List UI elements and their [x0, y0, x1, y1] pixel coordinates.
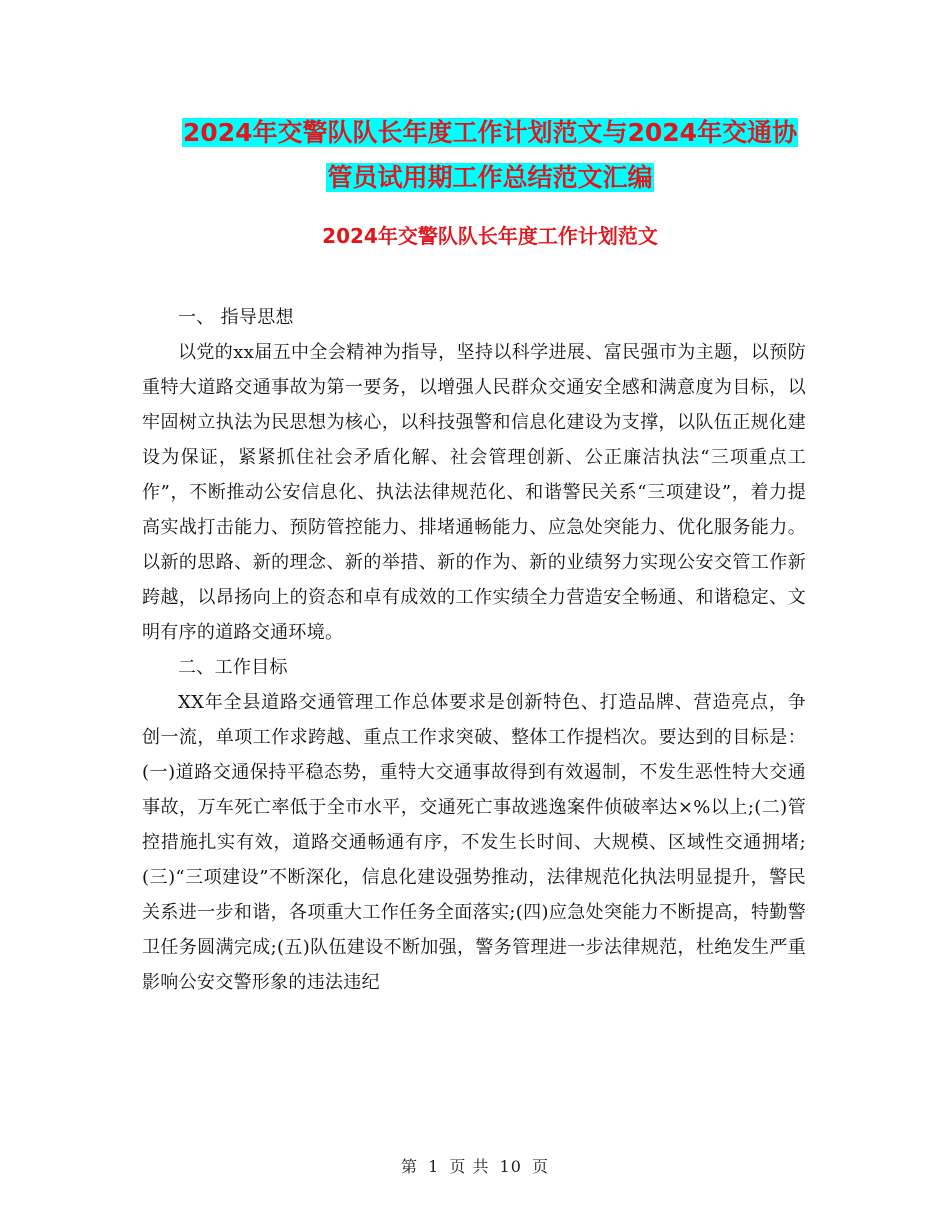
footer-mid: 页 共 [449, 1157, 490, 1176]
title-line-1: 2024年交警队队长年度工作计划范文与2024年交通协 [182, 118, 798, 147]
footer-suffix: 页 [532, 1157, 550, 1176]
section-title: 2024年交警队队长年度工作计划范文 [322, 224, 658, 248]
total-pages: 10 [499, 1157, 522, 1176]
heading-work-goals: 二、工作目标 [178, 657, 288, 678]
page-number: 1 [428, 1157, 440, 1176]
paragraph-guiding-ideology: 以党的xx届五中全会精神为指导，坚持以科学进展、富民强市为主题，以预防重特大道路交通事故为第一要务，以增强人民群众交通安全感和满意度为目标，以牢固树立执法为民思想为核心，以科技强警和信息化建设为支撑，以队伍正规化建设为保证，紧紧抓住社会矛盾化解、社会管理创新、公正廉洁执法“三项重点工作”，不断推动公安信息化、执法法律规范化、和谐警民关系“三项建设”，着力提高实战打击能力、预防管控能力、排堵通畅能力、应急处突能力、优化服务能力。以新的思路、新的理念、新的举措、新的作为、新的业绩努力实现公安交管工作新跨越，以昂扬向上的资态和卓有成效的工作实绩全力营造安全畅通、和谐稳定、文明有序的道路交通环境。 [142, 342, 806, 643]
document-title [140, 110, 840, 200]
heading-guiding-ideology: 一、 指导思想 [178, 307, 294, 328]
page-footer [0, 1154, 950, 1177]
paragraph-work-goals: XX年全县道路交通管理工作总体要求是创新特色、打造品牌、营造亮点，争创一流，单项工作求跨越、重点工作求突破、整体工作提档次。要达到的目标是：(一)道路交通保持平稳态势，重特大交通事故得到有效遏制，不发生恶性特大交通事故，万车死亡率低于全市水平，交通死亡事故逃逸案件侦破率达×%以上;(二)管控措施扎实有效，道路交通畅通有序，不发生长时间、大规模、区域性交通拥堵;(三)“三项建设”不断深化，信息化建设强势推动，法律规范化执法明显提升，警民关系进一步和谐，各项重大工作任务全面落实;(四)应急处突能力不断提高，特勤警卫任务圆满完成;(五)队伍建设不断加强，警务管理进一步法律规范，杜绝发生严重影响公安交警形象的违法违纪 [142, 692, 806, 993]
document-body [142, 300, 806, 1000]
title-line-2: 管员试用期工作总结范文汇编 [327, 163, 653, 192]
footer-prefix: 第 [400, 1157, 418, 1176]
